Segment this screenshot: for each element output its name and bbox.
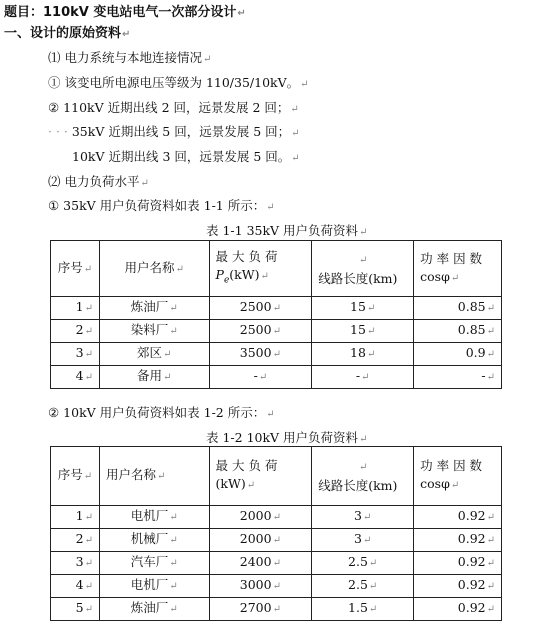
cell-load [209, 575, 312, 598]
cell-pf-text: 0.92 [457, 508, 486, 523]
cell-length [312, 343, 414, 366]
section-heading [4, 25, 130, 44]
cell-seq [51, 598, 100, 621]
paragraph-mark: ↵ [83, 471, 93, 482]
header-load [209, 447, 312, 506]
paragraph-mark: ↵ [366, 303, 376, 314]
cell-seq [51, 343, 100, 366]
paragraph-mark: ↵ [366, 349, 376, 360]
load-unit: (kW) [215, 476, 246, 491]
cell-length-text: - [355, 368, 361, 383]
paragraph-item-1-1 [48, 74, 309, 94]
paragraph-mark: ↵ [486, 372, 495, 383]
paragraph-mark: ↵ [486, 535, 495, 546]
cell-power-factor [414, 366, 502, 389]
cell-power-factor [414, 552, 502, 575]
paragraph-mark: ↵ [272, 326, 281, 337]
paragraph-item-2-2-text: ② 10kV 用户负荷资料如表 1-2 所示： [48, 405, 266, 420]
paragraph-mark: ↵ [169, 512, 178, 523]
load-subscript: e [223, 275, 230, 286]
paragraph-mark: ↵ [362, 512, 372, 523]
cell-pf-text: - [481, 368, 486, 383]
paragraph-mark: ↵ [84, 303, 93, 314]
cell-seq-text: 4 [75, 577, 84, 592]
cell-load-text: - [253, 368, 258, 383]
cell-power-factor [414, 297, 502, 320]
paragraph-item-2 [48, 173, 149, 193]
cell-seq-text: 3 [75, 554, 84, 569]
paragraph-mark: ↵ [361, 372, 370, 383]
cell-length [312, 598, 414, 621]
table-row [51, 529, 502, 552]
table-row [51, 552, 502, 575]
cell-length-text: 3 [354, 531, 362, 546]
header-length-mark [318, 457, 407, 477]
cell-power-factor [414, 343, 502, 366]
header-name [99, 241, 209, 297]
cell-length [312, 320, 414, 343]
cell-length [312, 575, 414, 598]
table-1-caption-text: 表 1-1 35kV 用户负荷资料 [206, 223, 359, 238]
header-length-text: 线路长度(km) [318, 478, 398, 493]
cell-power-factor [414, 575, 502, 598]
cell-name [99, 575, 209, 598]
cell-length-text: 2.5 [348, 554, 368, 569]
table-2-header-row [51, 447, 502, 506]
paragraph-item-1-text: ⑴ 电力系统与本地连接情况 [48, 50, 202, 65]
cell-name-text: 机械厂 [130, 531, 169, 546]
paragraph-mark: ↵ [272, 512, 281, 523]
paragraph-mark: ↵ [84, 512, 93, 523]
cell-name-text: 电机厂 [130, 508, 169, 523]
paragraph-mark: ↵ [272, 581, 281, 592]
cell-seq-text: 4 [75, 368, 84, 383]
paragraph-mark: ↵ [359, 434, 368, 445]
cell-load-text: 3000 [239, 577, 272, 592]
cell-seq-text: 2 [75, 531, 84, 546]
header-length [312, 241, 414, 297]
cell-load [209, 529, 312, 552]
cell-power-factor [414, 598, 502, 621]
header-power-factor [414, 447, 502, 506]
paragraph-item-2-2 [48, 404, 275, 424]
header-pf-line2 [420, 475, 495, 495]
paragraph-mark: ↵ [486, 604, 495, 615]
cell-name-text: 汽车厂 [130, 554, 169, 569]
paragraph-mark: ↵ [450, 480, 460, 491]
cell-pf-text: 0.9 [465, 345, 486, 360]
cell-length-text: 18 [350, 345, 366, 360]
paragraph-mark: ↵ [272, 558, 281, 569]
paragraph-item-1-3 [48, 123, 300, 143]
paragraph-item-2-text: ⑵ 电力负荷水平 [48, 174, 140, 189]
cell-length-text: 3 [354, 508, 362, 523]
cell-load [209, 297, 312, 320]
paragraph-mark: ↵ [246, 480, 256, 491]
cell-length [312, 366, 414, 389]
cell-name-text: 炼油厂 [130, 600, 169, 615]
paragraph-mark: ↵ [169, 303, 178, 314]
header-length-text: 线路长度(km) [318, 270, 398, 286]
cell-seq-text: 3 [75, 345, 84, 360]
header-length [312, 447, 414, 506]
cell-seq [51, 366, 100, 389]
cell-pf-text: 0.92 [457, 577, 486, 592]
paragraph-mark: ↵ [175, 263, 184, 275]
paragraph-mark: ↵ [163, 349, 172, 360]
cell-seq-text: 1 [75, 508, 84, 523]
paragraph-item-1-1-text: ① 该变电所电源电压等级为 110/35/10kV。 [48, 75, 300, 90]
header-load [209, 241, 312, 297]
paragraph-mark: ↵ [300, 79, 309, 90]
paragraph-mark: ↵ [359, 227, 368, 238]
header-length-mark [318, 250, 407, 270]
table-1 [50, 240, 502, 389]
cell-power-factor [414, 320, 502, 343]
paragraph-mark: ↵ [122, 29, 131, 40]
cell-name [99, 598, 209, 621]
document-title [4, 4, 246, 23]
paragraph-mark: ↵ [84, 535, 93, 546]
header-load-line1: 最 大 负 荷 [215, 458, 278, 473]
paragraph-mark: ↵ [450, 272, 460, 284]
paragraph-mark: ↵ [237, 8, 246, 19]
cell-load [209, 320, 312, 343]
cell-name [99, 297, 209, 320]
paragraph-mark: ↵ [486, 581, 495, 592]
cell-length [312, 297, 414, 320]
paragraph-mark: ↵ [84, 326, 93, 337]
cell-pf-text: 0.92 [457, 554, 486, 569]
table-2-caption [206, 428, 367, 446]
indent-dots: · · · [48, 124, 72, 139]
table-1-caption [206, 221, 367, 239]
paragraph-mark: ↵ [258, 372, 268, 383]
cell-seq [51, 297, 100, 320]
paragraph-item-2-1 [48, 197, 275, 217]
paragraph-mark: ↵ [266, 202, 275, 213]
cell-length-text: 15 [350, 322, 366, 337]
paragraph-mark: ↵ [84, 558, 93, 569]
table-row [51, 297, 502, 320]
paragraph-mark: ↵ [84, 604, 93, 615]
cell-seq [51, 320, 100, 343]
cell-seq [51, 552, 100, 575]
cell-load-text: 2700 [239, 600, 272, 615]
cell-seq [51, 529, 100, 552]
paragraph-item-1-4 [72, 148, 300, 168]
table-row [51, 506, 502, 529]
cell-length [312, 529, 414, 552]
cell-seq-text: 2 [75, 322, 84, 337]
load-unit: (kW) [229, 266, 260, 282]
header-name-text: 用户名称 [105, 467, 156, 482]
cell-load-text: 2400 [239, 554, 272, 569]
paragraph-mark: ↵ [291, 153, 300, 164]
paragraph-item-1-3-text: 35kV 近期出线 5 回，远景发展 5 回； [71, 124, 291, 139]
cell-name [99, 320, 209, 343]
cell-load [209, 506, 312, 529]
cell-pf-text: 0.92 [457, 531, 486, 546]
cell-load [209, 552, 312, 575]
paragraph-mark: ↵ [169, 535, 178, 546]
header-seq [51, 447, 100, 506]
paragraph-mark: ↵ [169, 326, 178, 337]
cell-length [312, 552, 414, 575]
paragraph-mark: ↵ [368, 604, 378, 615]
cell-load-text: 2000 [239, 531, 272, 546]
cell-seq [51, 506, 100, 529]
section-heading-text: 一、设计的原始资料 [4, 26, 122, 41]
cell-name [99, 506, 209, 529]
paragraph-mark: ↵ [202, 54, 212, 65]
paragraph-mark: ↵ [486, 349, 495, 360]
header-load-line1: 最 大 负 荷 [215, 248, 278, 264]
table-row [51, 320, 502, 343]
paragraph-item-1-2-text: ② 110kV 近期出线 2 回，远景发展 2 回； [48, 100, 290, 115]
paragraph-mark: ↵ [368, 581, 378, 592]
cell-seq [51, 575, 100, 598]
paragraph-item-2-1-text: ① 35kV 用户负荷资料如表 1-1 所示： [48, 198, 266, 213]
paragraph-mark: ↵ [272, 303, 281, 314]
cell-load-text: 2500 [239, 322, 272, 337]
table-2-caption-text: 表 1-2 10kV 用户负荷资料 [206, 430, 359, 445]
cell-name [99, 366, 209, 389]
paragraph-mark: ↵ [84, 349, 93, 360]
paragraph-mark: ↵ [169, 581, 178, 592]
paragraph-item-1-4-text: 10kV 近期出线 3 回，远景发展 5 回。 [72, 149, 291, 164]
cell-name [99, 343, 209, 366]
cell-power-factor [414, 529, 502, 552]
header-name [99, 447, 209, 506]
paragraph-mark: ↵ [486, 512, 495, 523]
table-row [51, 343, 502, 366]
header-pf-line1: 功 率 因 数 [420, 458, 483, 473]
cell-length-text: 2.5 [348, 577, 368, 592]
paragraph-mark: ↵ [272, 604, 281, 615]
paragraph-mark: ↵ [486, 303, 495, 314]
paragraph-mark: ↵ [368, 558, 378, 569]
paragraph-mark: ↵ [84, 372, 93, 383]
paragraph-mark: ↵ [83, 263, 93, 275]
paragraph-mark: ↵ [486, 326, 495, 337]
paragraph-mark: ↵ [291, 128, 300, 139]
cell-pf-text: 0.85 [457, 322, 486, 337]
document-title-text: 题目：110kV 变电站电气一次部分设计 [4, 5, 237, 20]
table-row [51, 575, 502, 598]
header-pf-line2-text: cosφ [420, 476, 450, 491]
paragraph-mark: ↵ [290, 104, 299, 115]
header-pf-line2 [420, 268, 495, 288]
paragraph-mark: ↵ [486, 558, 495, 569]
paragraph-mark: ↵ [156, 471, 166, 482]
paragraph-mark: ↵ [358, 254, 368, 266]
paragraph-mark: ↵ [84, 581, 93, 592]
table-2 [50, 446, 502, 621]
paragraph-mark: ↵ [362, 535, 372, 546]
header-seq-text: 序号 [57, 259, 83, 275]
header-power-factor [414, 241, 502, 297]
paragraph-mark: ↵ [163, 372, 172, 383]
paragraph-mark: ↵ [358, 462, 368, 473]
paragraph-mark: ↵ [272, 535, 281, 546]
table-row [51, 366, 502, 389]
header-name-text: 用户名称 [124, 259, 175, 275]
cell-load [209, 366, 312, 389]
cell-load [209, 343, 312, 366]
cell-name [99, 529, 209, 552]
paragraph-item-1-2 [48, 99, 299, 119]
header-seq [51, 241, 100, 297]
paragraph-mark: ↵ [169, 558, 178, 569]
table-row [51, 598, 502, 621]
cell-name-text: 染料厂 [130, 322, 169, 337]
paragraph-mark: ↵ [140, 178, 149, 189]
cell-pf-text: 0.85 [457, 299, 486, 314]
paragraph-mark: ↵ [266, 409, 275, 420]
cell-pf-text: 0.92 [457, 600, 486, 615]
cell-name-text: 炼油厂 [130, 299, 169, 314]
cell-power-factor [414, 506, 502, 529]
cell-load-text: 2500 [239, 299, 272, 314]
cell-name-text: 备用 [137, 368, 163, 383]
header-pf-line2-text: cosφ [420, 268, 450, 284]
header-load-line2 [216, 266, 306, 290]
cell-name [99, 552, 209, 575]
paragraph-item-1 [48, 49, 211, 69]
table-1-header-row [51, 241, 502, 297]
header-load-line2 [216, 475, 306, 495]
cell-load [209, 598, 312, 621]
load-variable: P [215, 266, 224, 282]
cell-length-text: 15 [350, 299, 366, 314]
paragraph-mark: ↵ [366, 326, 376, 337]
cell-load-text: 2000 [239, 508, 272, 523]
cell-seq-text: 5 [75, 600, 84, 615]
header-pf-line1: 功 率 因 数 [420, 250, 483, 266]
cell-name-text: 电机厂 [130, 577, 169, 592]
paragraph-mark: ↵ [272, 349, 281, 360]
cell-length [312, 506, 414, 529]
header-seq-text: 序号 [57, 467, 83, 482]
paragraph-mark: ↵ [169, 604, 178, 615]
cell-name-text: 郊区 [137, 345, 163, 360]
cell-seq-text: 1 [75, 299, 84, 314]
paragraph-mark: ↵ [260, 270, 269, 282]
cell-length-text: 1.5 [348, 600, 368, 615]
cell-load-text: 3500 [239, 345, 272, 360]
